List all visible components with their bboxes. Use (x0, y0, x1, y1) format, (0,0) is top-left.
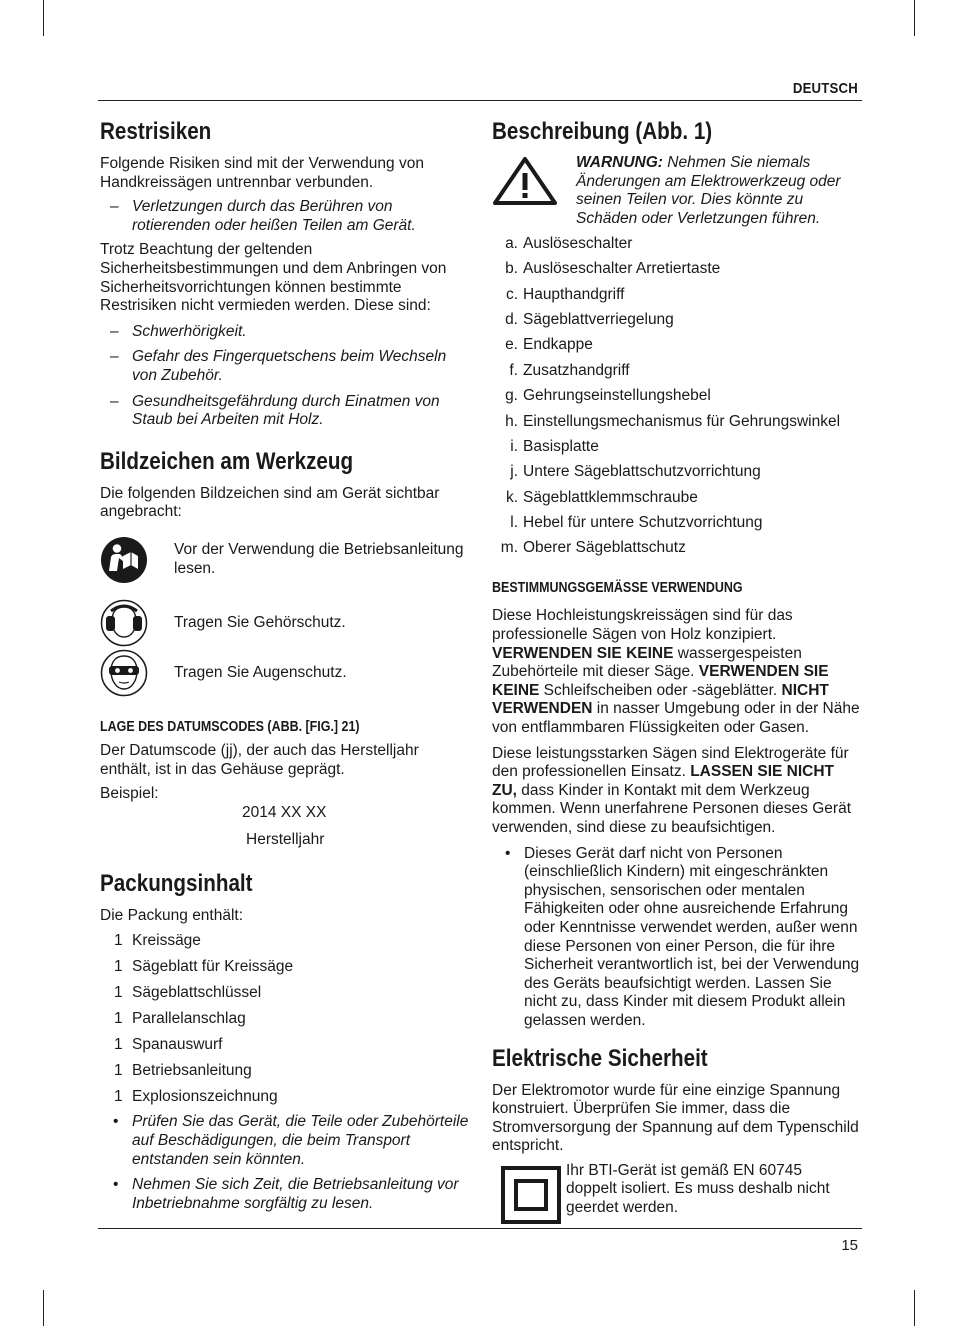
warning-label: WARNUNG: (576, 154, 663, 171)
item-qty: 1 (114, 1061, 123, 1079)
list-item (100, 1036, 470, 1055)
header-rule (98, 100, 862, 101)
section-elektrisch (492, 1045, 862, 1225)
text-run: Schleifscheiben oder -sägeblätter. (539, 681, 782, 699)
example-code: 2014 XX XX (242, 803, 327, 821)
symbol-text-ear: Tragen Sie Gehörschutz. (174, 613, 346, 631)
crop-mark (43, 1290, 44, 1326)
part-letter: h. (505, 412, 518, 430)
part-letter: b. (505, 260, 518, 278)
right-column (492, 112, 862, 1225)
double-insulation-text: Ihr BTI-Gerät ist gemäß EN 60745 doppelt isoliert. Es muss deshalb nicht geerdet werden. (566, 1161, 830, 1217)
list-item: • Dieses Gerät darf nicht von Personen (einschließlich Kindern) mit eingeschränkten physischen, sensorischen oder mentalen Fähigkeiten oder ohne ausreichende Erfahrung oder Kenntnisse verwendet werden, außer wenn diese Personen von einer Person, die für ihre Sicherheit verantwortlich ist, bei der Verwendung des Geräts beaufsichtigt werden. Lassen Sie nicht zu, dass Kinder mit diesem Produkt allein gelassen werden. (492, 845, 862, 1031)
heading-elektrisch: Elektrische Sicherheit (492, 1044, 708, 1072)
example-label: Beispiel: (100, 785, 159, 803)
text-run: wassergespeisten Zubehörteile mit dieser Säge. (492, 644, 802, 681)
list-item (492, 231, 862, 256)
emphasis-run: LASSEN SIE NICHT ZU, (492, 763, 835, 799)
list-item (492, 435, 862, 460)
part-letter: f. (509, 361, 518, 379)
part-name: Hebel für untere Schutzvorrichtung (523, 514, 763, 532)
crop-mark (43, 0, 44, 36)
warning-message: Nehmen Sie niemals Änderungen am Elektrowerkzeug oder seinen Teilen vor. Dies könnte zu Schäden oder Verletzungen führen. (576, 154, 841, 227)
restrisiken-para2: Trotz Beachtung der geltenden Sicherheitsbestimmungen und dem Anbringen von Sicherheitsvorrichtungen können bestimmte Restrisiken nicht vermieden werden. Diese sind: (100, 241, 447, 315)
item-name: Betriebsanleitung (132, 1061, 252, 1079)
part-name: Sägeblattklemmschraube (523, 488, 698, 506)
heading-verwendung: BESTIMMUNGSGEMÄSSE VERWENDUNG (492, 580, 743, 597)
part-name: Einstellungsmechanismus für Gehrungswinkel (523, 412, 841, 430)
warning-text (576, 154, 862, 228)
symbol-row-manual (100, 536, 470, 584)
item-qty: 1 (114, 1036, 123, 1054)
emphasis-run: VERWENDEN SIE KEINE (492, 663, 829, 699)
list-item (492, 460, 862, 485)
section-bildzeichen (100, 448, 470, 697)
list-item: – Verletzungen durch das Berühren von rotierenden oder heißen Teilen am Gerät. (100, 198, 470, 235)
part-name: Endkappe (523, 336, 593, 354)
warning-icon (492, 154, 558, 206)
list-item (492, 308, 862, 333)
item-name: Parallelanschlag (132, 1010, 246, 1028)
list-item (100, 932, 470, 951)
emphasis-run: VERWENDEN SIE KEINE (492, 644, 674, 662)
text-run: Diese leistungsstarken Sägen sind Elektrogeräte für den professionellen Einsatz. (492, 744, 849, 781)
item-name: Spanauswurf (132, 1036, 223, 1054)
list-item: • Nehmen Sie sich Zeit, die Betriebsanleitung vor Inbetriebnahme sorgfältig zu lesen. (100, 1176, 470, 1213)
part-letter: d. (505, 310, 518, 328)
read-manual-icon (100, 536, 148, 584)
heading-packungsinhalt: Packungsinhalt (100, 869, 253, 897)
symbol-text-manual: Vor der Verwendung die Betriebsanleitung lesen. (174, 541, 464, 577)
verwendung-para2 (492, 745, 862, 838)
left-column (100, 112, 470, 1213)
emphasis-run: NICHT VERWENDEN (492, 681, 829, 718)
list-item (492, 257, 862, 282)
list-item (492, 333, 862, 358)
restrisiken-list-1 (100, 198, 470, 235)
ear-protection-icon (100, 599, 148, 647)
section-beschreibung (492, 118, 862, 561)
crop-mark (914, 0, 915, 36)
part-letter: k. (505, 488, 518, 506)
double-insulation-icon (500, 1165, 566, 1225)
section-restrisiken (100, 118, 470, 430)
symbol-row-eye (100, 649, 470, 697)
part-letter: i. (510, 437, 518, 455)
footer-rule (98, 1228, 862, 1229)
list-item: – Schwerhörigkeit. (100, 323, 470, 342)
heading-restrisiken: Restrisiken (100, 118, 212, 145)
item-name: Explosionszeichnung (132, 1087, 278, 1105)
packung-notes (100, 1113, 470, 1213)
part-name: Haupthandgriff (523, 285, 625, 303)
item-name: Kreissäge (132, 932, 201, 950)
item-name: Sägeblatt für Kreissäge (132, 958, 294, 976)
section-verwendung (492, 579, 862, 1030)
part-letter: e. (505, 336, 518, 354)
item-qty: 1 (114, 1010, 123, 1028)
restrisiken-intro: Folgende Risiken sind mit der Verwendung von Handkreissägen untrennbar verbunden. (100, 155, 424, 191)
list-item: – Gesundheitsgefährdung durch Einatmen von Staub bei Arbeiten mit Holz. (100, 393, 470, 430)
list-item (492, 511, 862, 536)
heading-beschreibung: Beschreibung (Abb. 1) (492, 118, 713, 145)
warning-block (492, 154, 862, 228)
eye-protection-icon (100, 649, 148, 697)
item-qty: 1 (114, 932, 123, 950)
list-item (100, 1088, 470, 1107)
symbol-row-ear (100, 599, 470, 647)
page-number: 15 (841, 1237, 858, 1254)
list-item (100, 1010, 470, 1029)
part-name: Untere Sägeblattschutzvorrichtung (523, 463, 761, 481)
part-name: Zusatzhandgriff (523, 361, 630, 379)
list-item (100, 1062, 470, 1081)
restrisiken-list-2 (100, 323, 470, 430)
section-datumscodes (100, 718, 470, 850)
verwendung-bullets (492, 845, 862, 1031)
bildzeichen-intro: Die folgenden Bildzeichen sind am Gerät sichtbar angebracht: (100, 484, 440, 521)
packung-list (100, 932, 470, 1106)
packung-intro: Die Packung enthält: (100, 906, 244, 924)
item-qty: 1 (114, 958, 123, 976)
part-name: Oberer Sägeblattschutz (523, 539, 686, 557)
part-name: Auslöseschalter (523, 234, 633, 252)
part-name: Auslöseschalter Arretiertaste (523, 260, 721, 278)
list-item (492, 282, 862, 307)
text-run: in nasser Umgebung oder in der Nähe von entflammbaren Flüssigkeiten oder Gasen. (492, 700, 860, 737)
heading-bildzeichen: Bildzeichen am Werkzeug (100, 447, 354, 475)
part-letter: g. (505, 387, 518, 405)
list-item (492, 358, 862, 383)
item-qty: 1 (114, 984, 123, 1002)
datumscodes-text: Der Datumscode (jj), der auch das Herstelljahr enthält, ist in das Gehäuse geprägt. (100, 741, 419, 778)
part-letter: j. (510, 463, 518, 481)
section-packungsinhalt (100, 870, 470, 1214)
part-name: Sägeblattverriegelung (523, 310, 674, 328)
part-name: Gehrungseinstellungshebel (523, 387, 711, 405)
item-name: Sägeblattschlüssel (132, 984, 262, 1002)
list-item (492, 409, 862, 434)
item-qty: 1 (114, 1087, 123, 1105)
list-item (100, 984, 470, 1003)
list-item (492, 536, 862, 561)
text-run: dass Kinder in Kontakt mit dem Werkzeug kommen. Wenn unerfahrene Personen dieses Gerät verwenden, sind diese zu beaufsichtigen. (492, 781, 851, 836)
example-caption: Herstelljahr (246, 831, 325, 849)
list-item: – Gefahr des Fingerquetschens beim Wechseln von Zubehör. (100, 348, 470, 385)
part-letter: a. (505, 234, 518, 252)
symbol-text-eye: Tragen Sie Augenschutz. (174, 663, 347, 681)
double-insulation-block (492, 1162, 862, 1225)
crop-mark (914, 1290, 915, 1326)
list-item (100, 958, 470, 977)
heading-datumscodes: LAGE DES DATUMSCODES (ABB. [FIG.] 21) (100, 718, 360, 735)
part-letter: c. (505, 285, 518, 303)
list-item (492, 384, 862, 409)
list-item: • Prüfen Sie das Gerät, die Teile oder Zubehörteile auf Beschädigungen, die beim Transport entstanden sein könnten. (100, 1113, 470, 1169)
language-label: DEUTSCH (792, 80, 858, 97)
part-name: Basisplatte (523, 437, 599, 455)
verwendung-para1 (492, 607, 862, 737)
part-letter: m. (500, 539, 518, 557)
list-item (492, 485, 862, 510)
text-run: Diese Hochleistungskreissägen sind für das professionelle Sägen von Holz konzipiert. (492, 607, 793, 644)
part-letter: l. (510, 514, 518, 532)
parts-list (492, 231, 862, 561)
elektrisch-text: Der Elektromotor wurde für eine einzige Spannung konstruiert. Überprüfen Sie immer, dass die Stromversorgung der Spannung auf dem Typenschild entspricht. (492, 1081, 859, 1155)
